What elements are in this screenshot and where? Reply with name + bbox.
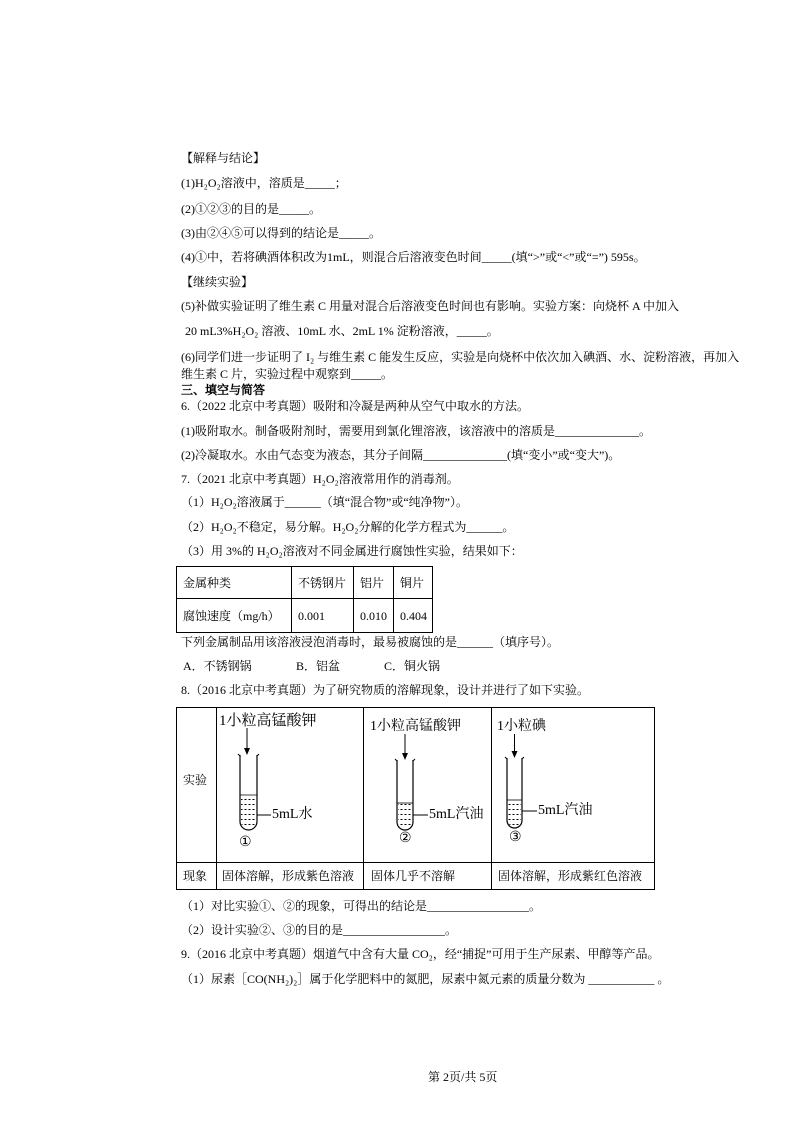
row-label-experiment: 实验 [183,773,208,787]
table-cell: 0.010 [354,599,394,633]
experiment-1-apparatus [238,728,271,830]
question-9-stem: 9.（2016 北京中考真题）烟道气中含有大量 CO₂，经“捕捉”可用于生产尿素、甲醇等产品。 [181,947,660,961]
liquid [241,795,256,829]
experiment-2-number: ② [399,831,412,846]
experiment-1-phenomenon: 固体溶解，形成紫色溶液 [222,869,355,883]
explanation-question-2: (2)①②③的目的是_____。 [181,202,321,216]
arrowhead [512,751,518,758]
table-cell: 0.404 [394,599,433,633]
question-7-part-2: （2）H₂O₂不稳定，易分解。H₂O₂分解的化学方程式为______。 [181,520,515,534]
question-8-part-1: （1）对比实验①、②的现象，可得出的结论是_________________。 [181,899,542,913]
experiment-1-solvent: 5mL水 [272,807,313,822]
table-header-cell: 铜片 [394,567,433,599]
experiment-3-apparatus [505,734,537,828]
row-label-phenomenon: 现象 [183,869,208,883]
explanation-question-1: (1)H₂O₂溶液中，溶质是_____； [181,176,347,190]
explanation-question-3: (3)由②④⑤可以得到的结论是_____。 [181,226,381,240]
table-cell: 腐蚀速度（mg/h） [177,599,292,633]
arrowhead [244,748,250,755]
arrowhead [402,753,408,760]
dissolution-experiment-table [176,707,655,890]
question-7-stem: 7.（2021 北京中考真题）H₂O₂溶液常用作的消毒剂。 [181,472,459,486]
continued-question-5-line-2: 20 mL3%H₂O₂ 溶液、10mL 水、2mL 1% 淀粉溶液，_____。 [185,324,499,338]
question-7-follow-up: 下列金属制品用该溶液浸泡消毒时，最易被腐蚀的是______（填序号）。 [181,635,560,649]
section-3-heading: 三、填空与简答 [181,383,266,397]
option-c: C．铜火锅 [384,659,441,673]
test-tube-rim [238,754,259,756]
table-header-cell: 不锈钢片 [292,567,354,599]
experiment-1-reagent: 1小粒高锰酸钾 [219,713,317,729]
experiment-2-phenomenon: 固体几乎不溶解 [371,869,456,883]
table-header-row [177,567,433,599]
explanation-heading: 【解释与结论】 [181,151,266,165]
option-b: B．铝盆 [296,659,341,673]
liquid [398,803,412,829]
table-header-cell: 铝片 [354,567,394,599]
liquid [508,800,521,827]
question-8-stem: 8.（2016 北京中考真题）为了研究物质的溶解现象，设计并进行了如下实验。 [181,683,590,697]
experiment-3-reagent: 1小粒碘 [497,719,546,734]
question-7-part-1: （1）H₂O₂溶液属于______（填“混合物”或“纯净物”）。 [181,495,469,509]
continued-heading: 【继续实验】 [181,275,254,289]
experiment-1-number: ① [239,835,252,850]
experiment-2-solvent: 5mL汽油 [429,807,484,822]
experiment-3-phenomenon: 固体溶解，形成紫红色溶液 [498,869,643,883]
experiment-3-number: ③ [509,830,522,845]
corrosion-table [176,566,433,633]
question-9-part-1: （1）尿素［CO(NH₂)₂］属于化学肥料中的氮肥，尿素中氮元素的质量分数为 ___________ 。 [181,972,670,986]
question-7-part-3: （3）用 3%的 H₂O₂溶液对不同金属进行腐蚀性实验，结果如下： [181,544,523,558]
experiment-3-solvent: 5mL汽油 [538,803,593,818]
continued-question-6-line-2: 维生素 C 片，实验过程中观察到_____。 [181,367,394,381]
question-6-part-1: (1)吸附取水。制备吸附剂时，需要用到氯化锂溶液，该溶液中的溶质是______________。 [181,424,651,438]
table-row [177,599,433,633]
question-6-stem: 6.（2022 北京中考真题）吸附和冷凝是两种从空气中取水的方法。 [181,399,530,413]
experiment-2-apparatus [395,734,428,830]
question-6-part-2: (2)冷凝取水。水由气态变为液态，其分子间隔______________(填“变小”或“变大”)。 [181,448,621,462]
continued-question-5-line-1: (5)补做实验证明了维生素 C 用量对混合后溶液变色时间也有影响。实验方案：向烧杯 A 中加入 [181,299,680,313]
page-number: 第 2页/共 5页 [428,1070,498,1084]
continued-question-6-line-1: (6)同学们进一步证明了 I₂ 与维生素 C 能发生反应，实验是向烧杯中依次加入碘酒、水、淀粉溶液，再加入 [181,350,740,364]
table-cell: 0.001 [292,599,354,633]
explanation-question-4: (4)①中，若将碘酒体积改为1mL，则混合后溶液变色时间_____(填“>”或“<”或“=”) 595s。 [181,250,646,264]
experiment-2-reagent: 1小粒高锰酸钾 [370,719,461,734]
table-header-cell: 金属种类 [177,567,292,599]
question-8-part-2: （2）设计实验②、③的目的是_________________。 [181,923,458,937]
option-a: A．不锈钢锅 [183,659,252,673]
